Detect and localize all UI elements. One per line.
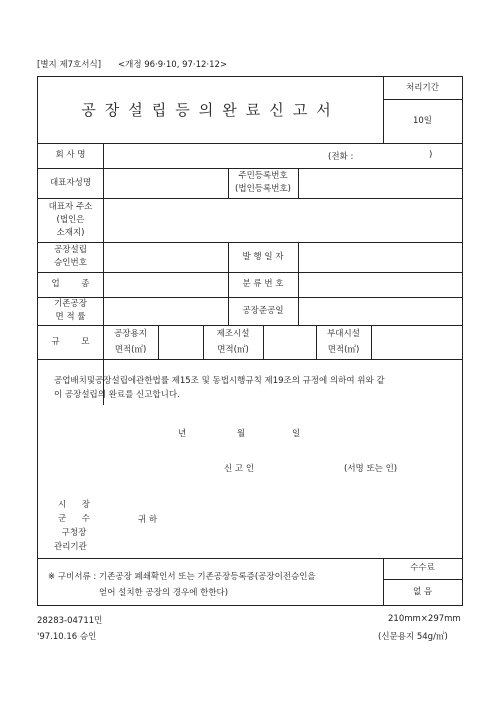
auxiliary-facility-area-label	[316, 325, 371, 359]
declaration-line-1: 공업배치및공장설립에관한법률 제15조 및 동법시행규칙 제19조의 규정에 의하여 위와 같	[54, 376, 385, 386]
site-area-text-2: 면적(㎡)	[114, 345, 147, 355]
scale-label-a: 규	[51, 336, 60, 347]
recipient-mayor-b: 장	[81, 500, 90, 510]
year-label: 년	[178, 429, 187, 439]
corporate-number-text: (법인등록번호)	[235, 184, 291, 194]
company-name-label: 회 사 명	[55, 150, 86, 160]
form-number: [별지 제7호서식]	[37, 60, 102, 70]
mfg-area-text-2: 면적(㎡)	[217, 345, 249, 355]
resident-number-label	[228, 169, 298, 197]
manufacturing-facility-area-label	[203, 325, 263, 359]
aux-area-text-1: 부대시설	[327, 329, 360, 339]
recipient-agency: 관리기관	[54, 542, 87, 552]
month-label: 월	[237, 429, 246, 439]
approval-date: '97.10.16 승인	[37, 632, 97, 642]
address-corp-text: (법인은	[56, 214, 85, 225]
recipient-district: 구청장	[61, 528, 87, 538]
mfg-area-text-1: 제조시설	[216, 329, 250, 339]
existing-factory-area-label	[38, 297, 103, 325]
approval-label-text-1: 공장설립	[54, 245, 87, 255]
recipient-list	[54, 498, 94, 554]
declarant-label: 신 고 인	[224, 464, 255, 474]
classification-number-label: 분 류 번 호	[242, 279, 284, 289]
approval-number-label	[38, 242, 103, 272]
required-documents-line-2: 얻어 설치한 공장의 경우에 한한다)	[99, 588, 229, 598]
resident-number-text: 주민등록번호	[238, 171, 288, 181]
phone-label: (전화 :	[328, 152, 354, 162]
area-label-text-1: 기존공장	[54, 299, 87, 309]
address-location-text: 소재지)	[56, 227, 85, 238]
site-area-text-1: 공장용지	[114, 329, 147, 339]
revision-note: <개정 96·9·10, 97·12·12>	[118, 60, 228, 70]
aux-area-text-2: 면적(㎡)	[327, 345, 360, 355]
recipient-county-b: 수	[81, 514, 90, 524]
fee-label: 수수료	[410, 563, 435, 573]
processing-period-label: 처리기간	[406, 82, 439, 93]
site-area-label	[103, 325, 158, 359]
recipient-county-a: 군	[58, 514, 67, 524]
paper-type: (신문용지 54g/㎡)	[378, 632, 448, 642]
honorific-label: 귀 하	[138, 515, 158, 525]
required-documents	[48, 569, 316, 601]
address-label-text: 대표자 주소	[48, 201, 93, 212]
declaration-text	[54, 374, 444, 402]
signature-label: (서명 또는 인)	[344, 464, 398, 474]
phone-close: )	[429, 150, 433, 160]
factory-completion-date-label: 공장준공일	[242, 305, 284, 316]
representative-name-label: 대표자성명	[49, 177, 92, 188]
completion-report-form	[37, 76, 463, 606]
fee-value: 없 음	[412, 586, 433, 597]
required-documents-line-1: ※ 구비서류 : 기존공장 폐쇄확인서 또는 기존공장등록증(공장이전승인을	[48, 572, 316, 582]
recipient-mayor-a: 시	[58, 500, 67, 510]
issue-date-label: 발 행 일 자	[242, 251, 284, 262]
area-label-text-2: 면 적 률	[55, 312, 86, 322]
scale-label	[38, 325, 103, 359]
declaration-line-2: 이 공장설립의 완료를 신고합니다.	[54, 390, 180, 400]
processing-period-value: 10일	[412, 115, 433, 126]
business-label-b: 종	[81, 279, 90, 289]
paper-size: 210mm×297mm	[388, 614, 461, 624]
day-label: 일	[292, 429, 301, 439]
form-code: 28283-04711민	[37, 616, 103, 626]
form-title: 공장설립등의완료신고서	[81, 100, 340, 119]
representative-address-label	[38, 198, 103, 242]
scale-label-b: 모	[81, 336, 90, 347]
approval-label-text-2: 승인번호	[54, 258, 87, 268]
business-label-a: 업	[51, 279, 60, 289]
business-type-label	[38, 272, 103, 297]
